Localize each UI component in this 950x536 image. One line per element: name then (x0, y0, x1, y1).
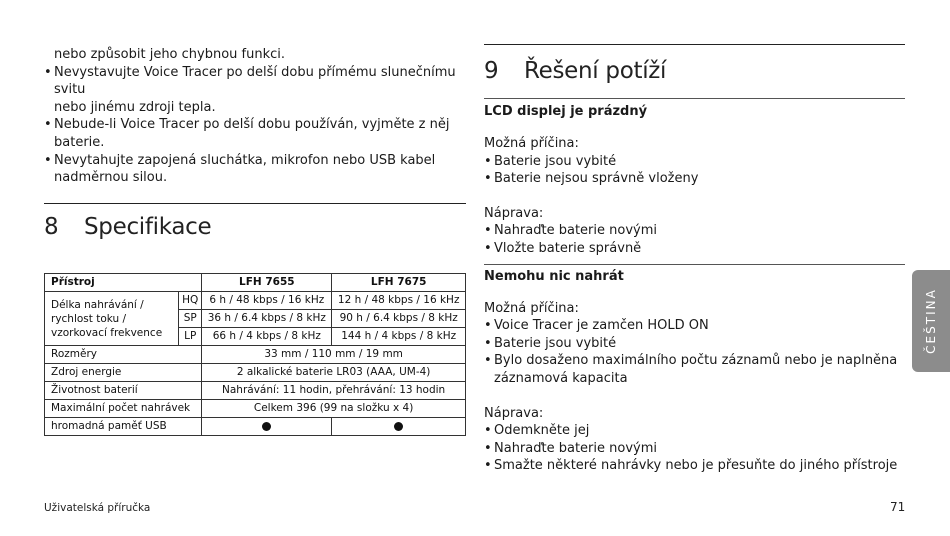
list-item: • Smažte některé nahrávky nebo je přesuňte do jiného přístroje (484, 457, 905, 475)
spec-table (44, 273, 466, 436)
footer-title: Uživatelská příručka (44, 502, 151, 514)
bullet-item (44, 152, 466, 187)
cause-list (484, 153, 905, 188)
filled-dot-icon (394, 422, 403, 431)
table-row (45, 346, 466, 364)
table-row (45, 418, 466, 436)
label-cell: Životnost baterií (45, 382, 202, 400)
language-tab (912, 270, 950, 372)
language-tab-label: ČEŠTINA (924, 288, 938, 354)
value-cell (202, 418, 332, 436)
bullet-line: nebo jinému zdroji tepla. (54, 99, 216, 115)
list-item: • Nahraďte baterie novými (484, 222, 905, 240)
bullet-line: Nebude-li Voice Tracer po delší dobu používán, vyjměte z něj (54, 117, 450, 133)
table-row (45, 292, 466, 310)
list-item: • Vložte baterie správně (484, 240, 905, 258)
label-cell: Maximální počet nahrávek (45, 400, 202, 418)
item-line: Bylo dosaženo maximálního počtu záznamů nebo je naplněna (494, 353, 898, 369)
section-title-text: Řešení potíží (524, 58, 667, 84)
bullet-line: baterie. (54, 134, 105, 150)
list-item: • Nahraďte baterie novými (484, 440, 905, 458)
label-cell: Rozměry (45, 346, 202, 364)
cause-label: Možná příčina: (484, 300, 579, 316)
cause-label: Možná příčina: (484, 136, 579, 151)
value-cell: 66 h / 4 kbps / 8 kHz (202, 328, 332, 346)
cell-line: Délka nahrávání / (51, 298, 144, 311)
table-row (45, 400, 466, 418)
right-column (484, 44, 905, 475)
section-title (44, 214, 466, 240)
remedy-label: Náprava: (484, 405, 544, 421)
intro-text: nebo způsobit jeho chybnou funkci. (54, 47, 286, 62)
section-title-text: Specifikace (84, 214, 212, 240)
problem-title: LCD displej je prázdný (484, 104, 648, 119)
section-8-heading (44, 203, 466, 240)
table-header-cell: LFH 7655 (202, 274, 332, 292)
table-header-cell: LFH 7675 (332, 274, 466, 292)
value-cell: Nahrávání: 11 hodin, přehrávání: 13 hodin (202, 382, 466, 400)
table-row (45, 364, 466, 382)
value-cell: 144 h / 4 kbps / 8 kHz (332, 328, 466, 346)
bullet-line: Nevytahujte zapojená sluchátka, mikrofon nebo USB kabel (54, 152, 436, 168)
section-number: 8 (44, 214, 59, 240)
value-cell: 12 h / 48 kbps / 16 kHz (332, 292, 466, 310)
subsection-divider (484, 98, 905, 99)
list-item: • Baterie jsou vybité (484, 153, 905, 171)
mode-cell: HQ (179, 292, 202, 310)
cause-list (484, 317, 905, 387)
cell-line: rychlost toku / (51, 312, 127, 325)
recording-label-cell (45, 292, 179, 346)
list-item: • Baterie nejsou správně vloženy (484, 170, 905, 188)
left-column (44, 46, 466, 187)
care-bullets (44, 64, 466, 187)
label-cell: hromadná paměť USB (45, 418, 202, 436)
remedy-label: Náprava: (484, 205, 544, 221)
page-number: 71 (890, 500, 906, 514)
value-cell: Celkem 396 (99 na složku x 4) (202, 400, 466, 418)
remedy-list (484, 222, 905, 257)
mode-cell: SP (179, 310, 202, 328)
section-number: 9 (484, 58, 499, 84)
value-cell: 36 h / 6.4 kbps / 8 kHz (202, 310, 332, 328)
list-item: • Baterie jsou vybité (484, 335, 905, 353)
label-cell: Zdroj energie (45, 364, 202, 382)
value-cell: 6 h / 48 kbps / 16 kHz (202, 292, 332, 310)
bullet-item (44, 116, 466, 151)
remedy-list (484, 422, 905, 475)
list-item (484, 352, 905, 387)
problem-title: Nemohu nic nahrát (484, 268, 624, 284)
section-divider (44, 203, 466, 204)
table-header-row (45, 274, 466, 292)
table-header-cell: Přístroj (45, 274, 202, 292)
value-cell: 2 alkalické baterie LR03 (AAA, UM-4) (202, 364, 466, 382)
value-cell: 33 mm / 110 mm / 19 mm (202, 346, 466, 364)
subsection-divider (484, 264, 905, 265)
bullet-line: Nevystavujte Voice Tracer po delší dobu přímému slunečnímu svitu (54, 64, 456, 98)
value-cell: 90 h / 6.4 kbps / 8 kHz (332, 310, 466, 328)
mode-cell: LP (179, 328, 202, 346)
table-row (45, 382, 466, 400)
section-title (484, 58, 905, 94)
list-item: • Voice Tracer je zamčen HOLD ON (484, 317, 905, 335)
list-item: • Odemkněte jej (484, 422, 905, 440)
filled-dot-icon (262, 422, 271, 431)
cell-line: vzorkovací frekvence (51, 326, 163, 339)
bullet-item (44, 64, 466, 117)
value-cell (332, 418, 466, 436)
bullet-line: nadměrnou silou. (54, 170, 168, 186)
section-divider (484, 44, 905, 45)
item-line: záznamová kapacita (494, 370, 628, 386)
